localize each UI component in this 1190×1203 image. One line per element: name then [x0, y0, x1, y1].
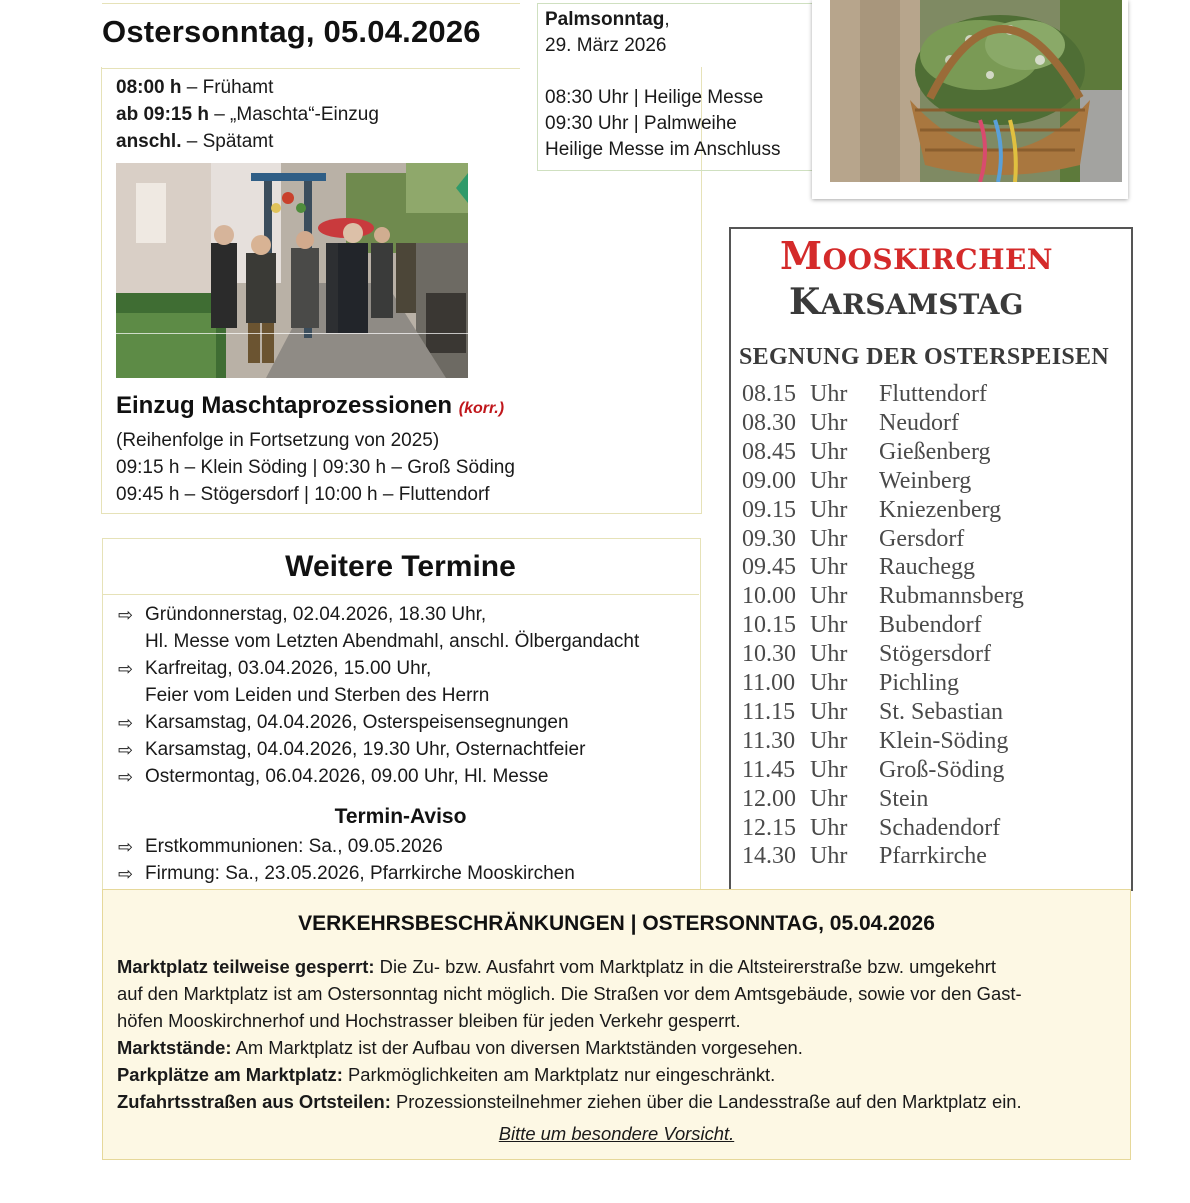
segnung-place: Stein: [879, 785, 929, 812]
segnung-place: Rubmannsberg: [879, 583, 1024, 610]
segnung-uhr: Uhr: [810, 467, 848, 494]
segnung-heading: SEGNUNG DER OSTERSPEISEN: [739, 344, 1109, 370]
verkehr-note: Bitte um besondere Vorsicht.: [498, 1123, 735, 1144]
segnung-place: Weinberg: [879, 467, 972, 494]
segnung-time: 10.30: [742, 641, 796, 668]
arrow-icon: ⇨: [118, 713, 134, 733]
termin-item-detail: Feier vom Leiden und Sterben des Herrn: [145, 685, 490, 706]
ostersonntag-title: Ostersonntag, 05.04.2026: [102, 14, 481, 49]
termin-item: Karfreitag, 03.04.2026, 15.00 Uhr,: [145, 658, 432, 679]
segnung-uhr: Uhr: [810, 409, 848, 436]
segnung-uhr: Uhr: [810, 525, 848, 552]
segnung-uhr: Uhr: [810, 438, 848, 465]
segnung-time: 10.00: [742, 583, 796, 610]
arrow-icon: ⇨: [118, 864, 134, 884]
karsamstag-title: KARSAMSTAG: [789, 281, 1024, 323]
verkehr-line: Marktplatz teilweise gesperrt: Die Zu- bzw. Ausfahrt vom Marktplatz in die Altsteirerstraße bzw. umgekehrt: [117, 956, 996, 977]
mooskirchen-title: MOOSKIRCHEN: [780, 233, 1053, 278]
palmsonntag-title: Palmsonntag,: [545, 9, 670, 30]
palmsonntag-line: Heilige Messe im Anschluss: [545, 139, 781, 160]
palmsonntag-line: 08:30 Uhr | Heilige Messe: [545, 87, 764, 108]
segnung-time: 09.45: [742, 554, 796, 581]
segnung-time: 11.30: [742, 727, 796, 754]
segnung-uhr: Uhr: [810, 641, 848, 668]
segnung-time: 11.45: [742, 756, 796, 783]
segnung-time: 08.45: [742, 438, 796, 465]
verkehr-line: höfen Mooskirchnerhof und Hochstrasser bleiben für jeden Verkehr gesperrt.: [117, 1010, 741, 1031]
verkehr-title: VERKEHRSBESCHRÄNKUNGEN | OSTERSONNTAG, 05.04.2026: [298, 912, 935, 935]
segnung-time: 11.00: [742, 670, 796, 696]
segnung-uhr: Uhr: [810, 698, 848, 725]
palmsonntag-date: 29. März 2026: [545, 35, 667, 56]
segnung-uhr: Uhr: [810, 612, 848, 639]
segnung-place: Pfarrkirche: [879, 843, 987, 870]
aviso-item: Erstkommunionen: Sa., 09.05.2026: [145, 836, 443, 857]
segnung-place: Kniezenberg: [879, 496, 1002, 523]
segnung-place: St. Sebastian: [879, 698, 1003, 725]
correction-note: (korr.): [458, 400, 505, 417]
segnung-place: Groß-Söding: [879, 756, 1005, 783]
segnung-time: 09.30: [742, 525, 796, 552]
arrow-icon: ⇨: [118, 837, 134, 857]
palmsonntag-line: 09:30 Uhr | Palmweihe: [545, 113, 737, 134]
arrow-icon: ⇨: [118, 659, 134, 679]
termin-aviso-title: Termin-Aviso: [334, 805, 467, 828]
segnung-place: Rauchegg: [879, 554, 975, 581]
segnung-place: Gießenberg: [879, 438, 991, 465]
procession-photo: [116, 163, 468, 378]
verkehr-line: auf den Marktplatz ist am Ostersonntag nicht möglich. Die Straßen vor dem Amtsgebäude, sowie vor den Gast-: [117, 983, 1022, 1004]
procession-photo-illustration: [116, 163, 468, 378]
segnung-place: Schadendorf: [879, 814, 1001, 841]
segnung-uhr: Uhr: [810, 554, 848, 581]
einzug-line: 09:45 h – Stögersdorf | 10:00 h – Fluttendorf: [116, 484, 490, 505]
segnung-time: 12.00: [742, 785, 796, 812]
segnung-uhr: Uhr: [810, 670, 848, 696]
segnung-place: Pichling: [879, 670, 960, 696]
termin-item: Karsamstag, 04.04.2026, 19.30 Uhr, Osternachtfeier: [145, 739, 586, 760]
segnung-place: Stögersdorf: [879, 641, 991, 668]
easter-basket-photo: [812, 0, 1128, 199]
segnung-time: 11.15: [742, 698, 796, 725]
termin-item: Karsamstag, 04.04.2026, Osterspeisensegnungen: [145, 712, 569, 733]
segnung-place: Gersdorf: [879, 525, 965, 552]
arrow-icon: ⇨: [118, 740, 134, 760]
segnung-uhr: Uhr: [810, 727, 848, 754]
aviso-item: Firmung: Sa., 23.05.2026, Pfarrkirche Mooskirchen: [145, 863, 575, 884]
einzug-line: 09:15 h – Klein Söding | 09:30 h – Groß Söding: [116, 457, 515, 478]
segnung-uhr: Uhr: [810, 381, 848, 407]
verkehr-line: Marktstände: Am Marktplatz ist der Aufbau von diversen Marktständen vorgesehen.: [117, 1037, 803, 1058]
einzug-line: (Reihenfolge in Fortsetzung von 2025): [116, 430, 440, 451]
verkehr-line: Zufahrtsstraßen aus Ortsteilen: Prozessionsteilnehmer ziehen über die Landesstraße auf den Marktplatz ein.: [117, 1091, 1022, 1112]
schedule-line: 08:00 h – Frühamt: [116, 77, 274, 98]
segnung-time: 09.00: [742, 467, 796, 494]
arrow-icon: ⇨: [118, 605, 134, 625]
schedule-line: anschl. – Spätamt: [116, 131, 274, 152]
segnung-uhr: Uhr: [810, 814, 848, 841]
einzug-title: Einzug Maschtaprozessionen (korr.): [116, 392, 505, 419]
segnung-time: 08.15: [742, 381, 796, 407]
arrow-icon: ⇨: [118, 767, 134, 787]
verkehr-line: Parkplätze am Marktplatz: Parkmöglichkeiten am Marktplatz nur eingeschränkt.: [117, 1064, 776, 1085]
segnung-uhr: Uhr: [810, 756, 848, 783]
schedule-line: ab 09:15 h – „Maschta“-Einzug: [116, 104, 379, 125]
termin-item: Gründonnerstag, 02.04.2026, 18.30 Uhr,: [145, 604, 487, 625]
segnung-uhr: Uhr: [810, 785, 848, 812]
segnung-uhr: Uhr: [810, 496, 848, 523]
segnung-time: 12.15: [742, 814, 796, 841]
weitere-termine-title: Weitere Termine: [285, 550, 516, 583]
segnung-place: Klein-Söding: [879, 727, 1009, 754]
segnung-time: 09.15: [742, 496, 796, 523]
segnung-time: 10.15: [742, 612, 796, 639]
segnung-time: 08.30: [742, 409, 796, 436]
segnung-place: Neudorf: [879, 409, 959, 436]
termin-item: Ostermontag, 06.04.2026, 09.00 Uhr, Hl. Messe: [145, 766, 549, 787]
segnung-time: 14.30: [742, 843, 796, 870]
easter-basket-illustration: [830, 0, 1122, 182]
segnung-place: Fluttendorf: [879, 381, 987, 407]
segnung-uhr: Uhr: [810, 843, 848, 870]
termin-item-detail: Hl. Messe vom Letzten Abendmahl, anschl. Ölbergandacht: [145, 631, 640, 652]
segnung-place: Bubendorf: [879, 612, 982, 639]
segnung-uhr: Uhr: [810, 583, 848, 610]
